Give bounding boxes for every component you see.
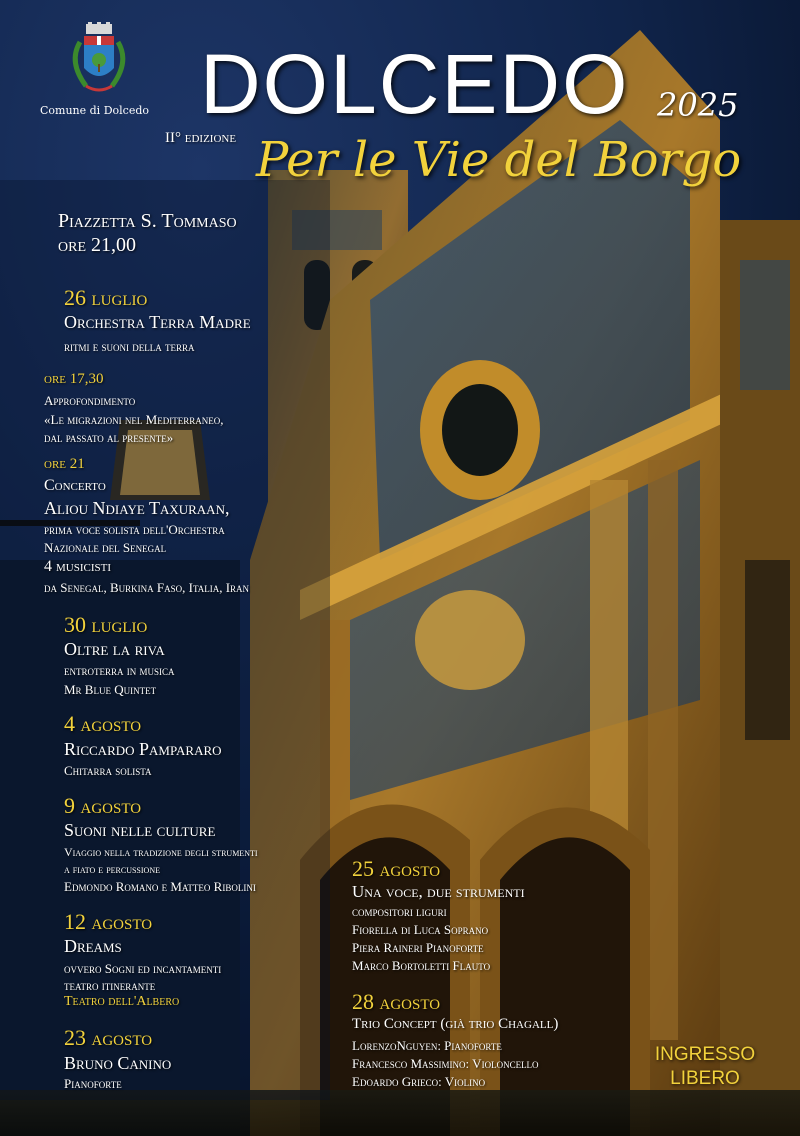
event-line: 4 musicisti [44, 558, 112, 575]
event-date: 9 agosto [64, 793, 142, 818]
event-line: a fiato e percussione [64, 862, 160, 876]
venue-time: ore 21,00 [58, 234, 136, 256]
event-performer: Aliou Ndiaye Taxuraan, [44, 498, 230, 518]
event-date: 25 agosto [352, 856, 441, 881]
event-slot-time: ore 17,30 [44, 371, 104, 387]
edition-label: II° edizione [165, 130, 237, 146]
event-title: Suoni nelle culture [64, 820, 216, 840]
event-line: Approfondimento [44, 393, 136, 408]
municipal-crest-icon [64, 22, 134, 104]
event-date: 30 luglio [64, 612, 148, 637]
event-title: Una voce, due strumenti [352, 882, 525, 901]
event-line: dal passato al presente» [44, 430, 174, 445]
event-line: Mr Blue Quintet [64, 682, 157, 697]
event-line: da Senegal, Burkina Faso, Italia, Iran [44, 580, 250, 595]
event-line: ovvero Sogni ed incantamenti [64, 961, 222, 976]
event-date: 28 agosto [352, 989, 441, 1014]
event-line: Pianoforte [64, 1076, 122, 1091]
free-entry-line-2: LIBERO [670, 1068, 740, 1089]
event-line: Marco Bortoletti Flauto [352, 958, 491, 973]
event-date: 12 agosto [64, 909, 153, 934]
event-title: Orchestra Terra Madre [64, 312, 251, 332]
event-line: Concerto [44, 477, 106, 494]
event-line: Nazionale del Senegal [44, 540, 167, 555]
event-line: «Le migrazioni nel Mediterraneo, [44, 412, 224, 427]
event-line: prima voce solista dell'Orchestra [44, 522, 225, 537]
event-line: Chitarra solista [64, 763, 152, 778]
event-title: Oltre la riva [64, 639, 165, 659]
event-line: teatro itinerante [64, 978, 156, 993]
event-line: compositori liguri [352, 904, 447, 919]
free-entry-badge [640, 1043, 770, 1091]
event-line: Teatro dell'Albero [64, 994, 180, 1009]
poster-year: 2025 [657, 86, 739, 124]
event-title: Trio Concept (già trio Chagall) [352, 1016, 559, 1032]
event-date: 4 agosto [64, 711, 142, 736]
event-line: LorenzoNguyen: Pianoforte [352, 1038, 502, 1053]
event-title: Dreams [64, 936, 122, 956]
event-title: Riccardo Pampararo [64, 739, 222, 759]
comune-label: Comune di Dolcedo [40, 104, 149, 117]
event-date: 23 agosto [64, 1025, 153, 1050]
event-title: Bruno Canino [64, 1053, 172, 1073]
poster-subtitle: Per le Vie del Borgo [256, 132, 742, 188]
event-line: entroterra in musica [64, 663, 175, 678]
event-line: Fiorella di Luca Soprano [352, 922, 489, 937]
event-line: Francesco Massimino: Violoncello [352, 1056, 539, 1071]
event-line: Edoardo Grieco: Violino [352, 1074, 486, 1089]
event-date: 26 luglio [64, 285, 148, 310]
event-slot-time: ore 21 [44, 456, 85, 472]
event-line: Piera Raineri Pianoforte [352, 940, 484, 955]
event-line: Edmondo Romano e Matteo Ribolini [64, 879, 256, 894]
poster-title: DOLCEDO [200, 37, 630, 131]
free-entry-line-1: INGRESSO [654, 1044, 756, 1065]
event-line: Viaggio nella tradizione degli strumenti [64, 845, 258, 859]
venue-place: Piazzetta S. Tommaso [58, 210, 237, 232]
event-subtitle: ritmi e suoni della terra [64, 339, 195, 354]
